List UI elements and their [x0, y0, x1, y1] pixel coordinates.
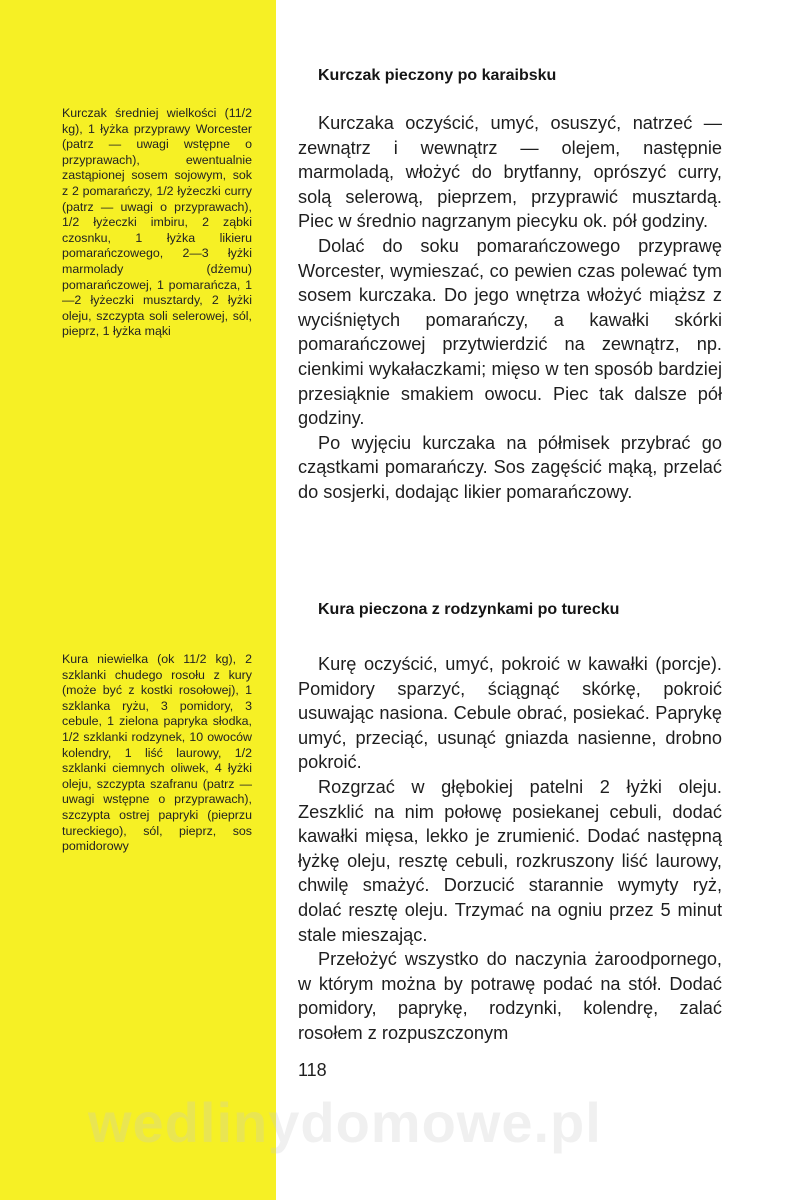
ingredients-recipe-1: Kurczak średniej wielkości (11/2 kg), 1 łyżka przyprawy Worcester (patrz — uwagi wstępne o przyprawach), ewentualnie zastąpionej sosem sojowym, sok z 2 pomarańczy, 1/2 łyżeczki curry (patrz — uwagi o przyprawach), 1/2 łyżeczki imbiru, 2 ząbki czosnku, 1 łyżka likieru pomarańczowego, 2—3 łyżki marmolady (dżemu) pomarańczowej, 1 pomarańcza, 1—2 łyżeczki musztardy, 2 łyżki oleju, szczypta soli selerowej, sól, pieprz, 1 łyżka mąki — [62, 106, 252, 339]
recipe-1-paragraph: Po wyjęciu kurczaka na półmisek przybrać go cząstkami pomarańczy. Sos zagęścić mąką, przelać do sosjerki, dodając likier pomarańczowy. — [298, 432, 722, 502]
watermark: wedlinydomowe.pl — [88, 1091, 602, 1154]
recipe-1-paragraph: Kurczaka oczyścić, umyć, osuszyć, natrzeć — zewnątrz i wewnątrz — olejem, następnie marmoladą, włożyć do brytfanny, oprószyć curry, solą selerową, pieprzem, przyprawić musztardą. Piec w średnio nagrzanym piecyku ok. pół godziny. — [298, 113, 722, 232]
recipe-2-paragraph: Przełożyć wszystko do naczynia żaroodpornego, w którym można by potrawę podać na stół. Dodać pomidory, paprykę, rodzynki, kolendrę, zalać rosołem z rozpuszczonym — [298, 949, 722, 1043]
recipe-1-paragraph: Dolać do soku pomarańczowego przyprawę Worcester, wymieszać, co pewien czas polewać tym sosem kurczaka. Do jego wnętrza włożyć miąższ z wyciśniętych pomarańczy, a kawałki skórki pomarańczowej przytwierdzić na zewnątrz, np. cienkimi wykałaczkami; mięso w ten sposób bardziej przesiąknie smakiem owocu. Piec tak dalsze pół godziny. — [298, 235, 722, 429]
recipe-2-paragraph: Kurę oczyścić, umyć, pokroić w kawałki (porcje). Pomidory sparzyć, ściągnąć skórkę, pokroić usuwając nasiona. Cebule obrać, posiekać. Paprykę umyć, przeciąć, usunąć gniazda nasienne, drobno pokroić. — [298, 654, 722, 773]
recipe-1-title: Kurczak pieczony po karaibsku — [318, 67, 557, 84]
page-number: 118 — [298, 1060, 327, 1080]
recipe-2-title: Kura pieczona z rodzynkami po turecku — [318, 601, 620, 618]
recipe-1-body — [298, 111, 722, 505]
recipe-2-paragraph: Rozgrzać w głębokiej patelni 2 łyżki oleju. Zeszklić na nim połowę posiekanej cebuli, dodać kawałki mięsa, lekko je zrumienić. Dodać następną łyżkę oleju, resztę cebuli, rozkruszony liść laurowy, chwilę smażyć. Dorzucić starannie wymyty ryż, dolać resztę oleju. Trzymać na ogniu przez 5 minut stale mieszając. — [298, 776, 722, 945]
recipe-2-body — [298, 652, 722, 1046]
ingredients-recipe-2: Kura niewielka (ok 11/2 kg), 2 szklanki chudego rosołu z kury (może być z kostki rosołowej), 1 szklanka ryżu, 3 pomidory, 3 cebule, 1 zielona papryka słodka, 1/2 szklanki rodzynek, 10 owoców kolendry, 1 liść laurowy, 1/2 szklanki ciemnych oliwek, 4 łyżki oleju, szczypta szafranu (patrz — uwagi wstępne o przyprawach), szczypta ostrej papryki (pieprzu tureckiego), sól, pieprz, sos pomidorowy — [62, 652, 252, 854]
